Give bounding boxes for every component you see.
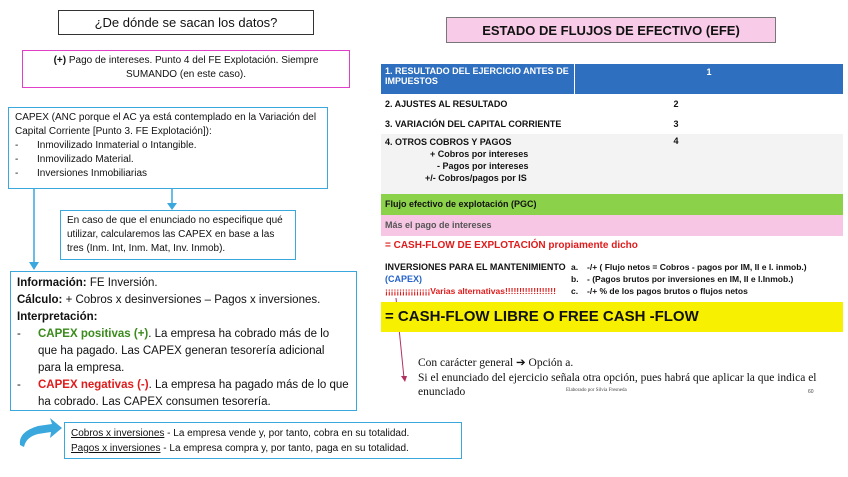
section-title-text: ¿De dónde se sacan los datos? — [94, 15, 278, 30]
option-note: Con carácter general ➔ Opción a. Si el enunciado del ejercicio señala otra opción, pues habrá que aplicar la que indica el enunciado — [418, 357, 817, 398]
definition-cobros: Cobros x inversiones - La empresa vende y, por tanto, cobra en su totalidad. — [71, 428, 410, 439]
author-credit: Elaborado por Silvia Fresneda — [566, 388, 627, 393]
efe-row-3: 3. VARIACIÓN DEL CAPITAL CORRIENTE 3 — [385, 119, 679, 129]
note-arrow-head — [167, 203, 177, 210]
down-arrow-head — [29, 262, 39, 270]
capex-pointer-head — [401, 376, 407, 382]
capex-list-item: - Inmovilizado Material. — [15, 154, 134, 165]
interp-heading: Interpretación: — [17, 311, 98, 323]
curved-arrow-icon — [20, 418, 62, 447]
interest-text: Pago de intereses. Punto 4 del FE Explotación. Siempre SUMANDO (en este caso). — [66, 55, 319, 80]
efe-row-1: 1. RESULTADO DEL EJERCICIO ANTES DE IMPUESTOS 1 — [381, 64, 843, 94]
interp-positive: - CAPEX positivas (+). La empresa ha cobrado más de lo que ha pagado. Las CAPEX generan tesorería adicional para la empresa. — [17, 328, 330, 374]
efe-row-free-cash-flow: = CASH-FLOW LIBRE O FREE CASH -FLOW — [381, 302, 843, 332]
calc-line: Cálculo: + Cobros x desinversiones – Pagos x inversiones. — [17, 294, 321, 306]
efe-row-flujo-explotacion: Flujo efectivo de explotación (PGC) — [381, 194, 843, 215]
definition-pagos: Pagos x inversiones - La empresa compra y, por tanto, paga en su totalidad. — [71, 443, 409, 454]
capex-default-note-text: En caso de que el enunciado no especifique qué utilizar, calcularemos las CAPEX en base a las tres (Inm. Int, Inm. Mat, Inv. Inmob). — [67, 215, 283, 254]
interp-negative: - CAPEX negativas (-). La empresa ha pagado más de lo que ha cobrado. Las CAPEX consumen tesorería. — [17, 379, 349, 408]
efe-row-pago-intereses: Más el pago de intereses — [381, 215, 843, 236]
capex-list-item: - Inmovilizado Inmaterial o Intangible. — [15, 140, 197, 151]
efe-title: ESTADO DE FLUJOS DE EFECTIVO (EFE) — [446, 17, 776, 43]
efe-row-cash-flow-explotacion: = CASH-FLOW DE EXPLOTACIÓN propiamente dicho — [385, 240, 638, 251]
efe-row-2: 2. AJUSTES AL RESULTADO 2 — [385, 99, 679, 109]
page-number: 60 — [808, 389, 814, 395]
capex-list-item: - Inversiones Inmobiliarias — [15, 168, 148, 179]
interest-sign: (+) — [53, 55, 67, 66]
efe-row-4: 4. OTROS COBROS Y PAGOS + Cobros por intereses - Pagos por intereses +/- Cobros/pagos por IS 4 — [381, 134, 843, 194]
efe-row-inversiones: INVERSIONES PARA EL MANTENIMIENTO (CAPEX) ¡¡¡¡¡¡¡¡¡¡¡¡¡¡¡¡Varias alternativas!!!!!!!!!!!!!!!!!! a. -/+ ( Flujo netos = Cobros - pagos por IM, II e I. inmob.) b. - (Pagos brutos por inversiones en IM, II e I.Inmob.) c. -/+ % de los pagos brutos o flujos netos — [385, 262, 807, 296]
capex-intro: CAPEX (ANC porque el AC ya está contemplado en la Variación del Capital Corriente [Punto 3. FE Explotación]): — [15, 112, 317, 137]
info-line: Información: FE Inversión. — [17, 277, 158, 289]
efe-table — [381, 64, 843, 332]
